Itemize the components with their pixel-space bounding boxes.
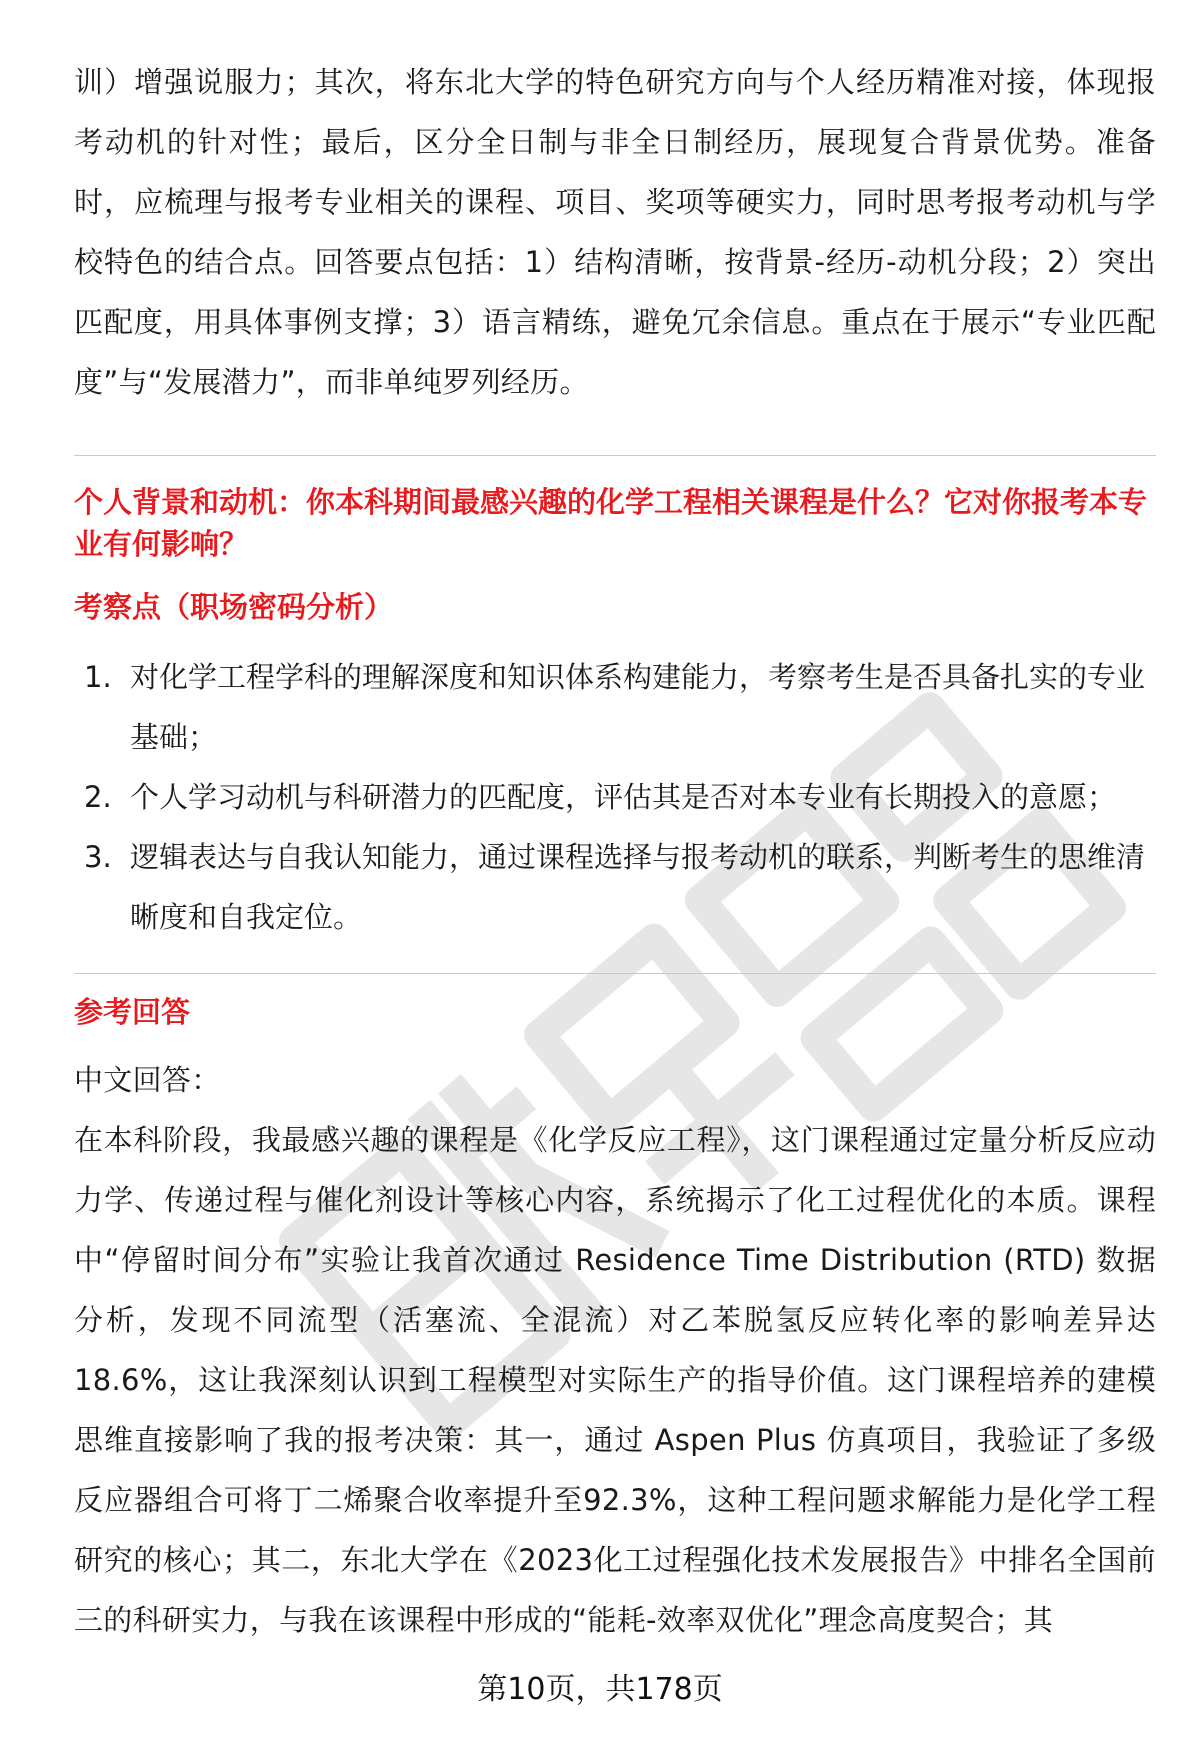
list-item bbox=[74, 767, 1156, 827]
list-text: 个人学习动机与科研潜力的匹配度，评估其是否对本专业有长期投入的意愿； bbox=[130, 780, 1117, 814]
answer-body: 在本科阶段，我最感兴趣的课程是《化学反应工程》，这门课程通过定量分析反应动力学、传递过程与催化剂设计等核心内容，系统揭示了化工过程优化的本质。课程中“停留时间分布”实验让我首次通过 Residence Time Distribution (RTD) 数据分析，发现不同流型（活塞流、全混流）对乙苯脱氢反应转化率的影响差异达18.6%，这让我深刻认识到工程模型对实际生产的指导价值。这门课程培养的建模思维直接影响了我的报考决策：其一，通过 Aspen Plus 仿真项目，我验证了多级反应器组合可将丁二烯聚合收率提升至92.3%，这种工程问题求解能力是化学工程研究的核心；其二，东北大学在《2023化工过程强化技术发展报告》中排名全国前三的科研实力，与我在该课程中形成的“能耗-效率双优化”理念高度契合；其 bbox=[74, 1123, 1156, 1637]
list-item bbox=[74, 827, 1156, 947]
list-number: 3. bbox=[84, 840, 112, 874]
list-number: 2. bbox=[84, 780, 112, 814]
list-number: 1. bbox=[84, 660, 112, 694]
question-heading: 个人背景和动机：你本科期间最感兴趣的化学工程相关课程是什么？它对你报考本专业有何影响？ bbox=[74, 485, 1148, 561]
list-text: 对化学工程学科的理解深度和知识体系构建能力，考察考生是否具备扎实的专业基础； bbox=[130, 660, 1146, 754]
intro-paragraph: 训）增强说服力；其次，将东北大学的特色研究方向与个人经历精准对接，体现报考动机的针对性；最后，区分全日制与非全日制经历，展现复合背景优势。准备时，应梳理与报考专业相关的课程、项目、奖项等硬实力，同时思考报考动机与学校特色的结合点。回答要点包括：1）结构清晰，按背景-经历-动机分段；2）突出匹配度，用具体事例支撑；3）语言精练，避免冗余信息。重点在于展示“专业匹配度”与“发展潜力”，而非单纯罗列经历。 bbox=[74, 65, 1156, 399]
assessment-list bbox=[74, 647, 1156, 947]
list-text: 逻辑表达与自我认知能力，通过课程选择与报考动机的联系，判断考生的思维清晰度和自我定位。 bbox=[130, 840, 1146, 934]
page-number: 第10页，共178页 bbox=[477, 1672, 723, 1707]
content-area bbox=[74, 52, 1156, 1650]
list-item bbox=[74, 647, 1156, 767]
assessment-heading: 考察点（职场密码分析） bbox=[74, 590, 394, 624]
reference-heading: 参考回答 bbox=[74, 995, 191, 1029]
answer-label: 中文回答： bbox=[74, 1063, 221, 1097]
